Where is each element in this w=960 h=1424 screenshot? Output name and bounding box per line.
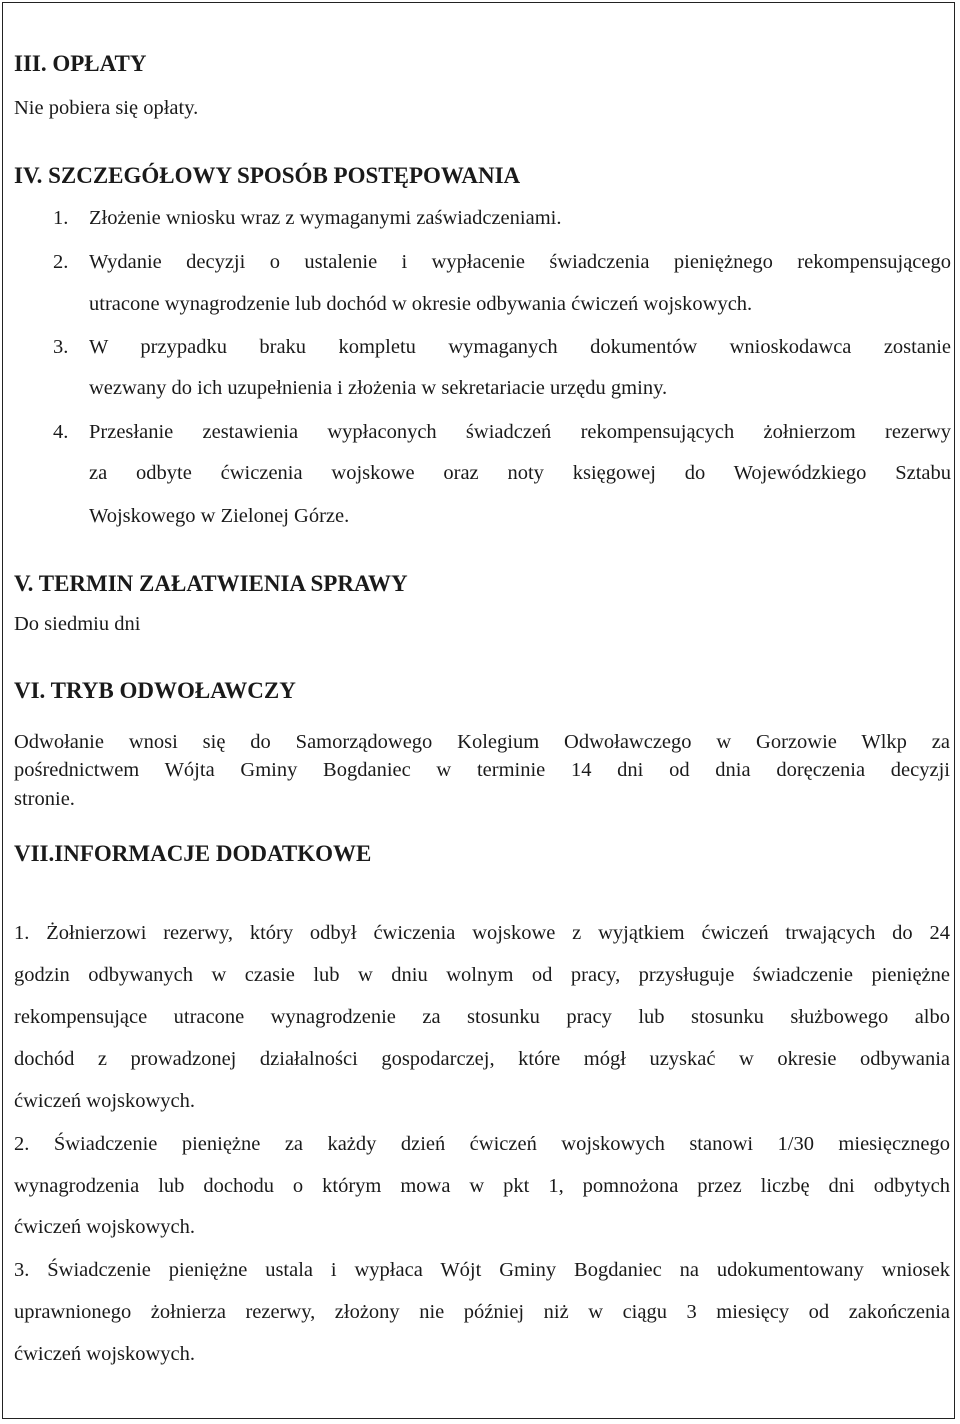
list-item-line: utracone wynagrodzenie lub dochód w okresie odbywania ćwiczeń wojskowych. [89, 293, 753, 315]
paragraph-line: stronie. [14, 788, 75, 810]
list-item-line: Wojskowego w Zielonej Górze. [89, 505, 350, 527]
paragraph-line: dochód z prowadzonej działalności gospodarczej, które mógł uzyskać w okresie odbywania [14, 1048, 950, 1070]
section-4-heading: IV. SZCZEGÓŁOWY SPOSÓB POSTĘPOWANIA [14, 163, 521, 188]
paragraph-line: ćwiczeń wojskowych. [14, 1343, 196, 1365]
paragraph-line: 2. Świadczenie pieniężne za każdy dzień ćwiczeń wojskowych stanowi 1/30 miesięcznego [14, 1133, 950, 1155]
section-7-heading: VII.INFORMACJE DODATKOWE [14, 841, 372, 866]
section-3-heading: III. OPŁATY [14, 51, 147, 76]
section-5-text: Do siedmiu dni [14, 613, 141, 635]
list-item-number: 3. [53, 336, 69, 358]
list-item-line: Wydanie decyzji o ustalenie i wypłacenie świadczenia pieniężnego rekompensującego [89, 251, 951, 273]
paragraph-line: wynagrodzenia lub dochodu o którym mowa w pkt 1, pomnożona przez liczbę dni odbytych [14, 1175, 950, 1197]
paragraph-line: ćwiczeń wojskowych. [14, 1090, 196, 1112]
list-item-number: 4. [53, 421, 69, 443]
paragraph-line: rekompensujące utracone wynagrodzenie za stosunku pracy lub stosunku służbowego albo [14, 1006, 950, 1028]
list-item-line: za odbyte ćwiczenia wojskowe oraz noty księgowej do Wojewódzkiego Sztabu [89, 462, 951, 484]
paragraph-line: ćwiczeń wojskowych. [14, 1216, 196, 1238]
paragraph-line: pośrednictwem Wójta Gminy Bogdaniec w terminie 14 dni od dnia doręczenia decyzji [14, 759, 950, 781]
list-item-number: 2. [53, 251, 69, 273]
paragraph-line: uprawnionego żołnierza rezerwy, złożony nie później niż w ciągu 3 miesięcy od zakończenia [14, 1301, 950, 1323]
paragraph-line: 1. Żołnierzowi rezerwy, który odbył ćwiczenia wojskowe z wyjątkiem ćwiczeń trwających do 24 [14, 922, 950, 944]
list-item-line: W przypadku braku kompletu wymaganych dokumentów wnioskodawca zostanie [89, 336, 951, 358]
section-6-heading: VI. TRYB ODWOŁAWCZY [14, 678, 296, 703]
document-page [2, 2, 955, 1419]
list-item-line: Przesłanie zestawienia wypłaconych świadczeń rekompensujących żołnierzom rezerwy [89, 421, 951, 443]
list-item-number: 1. [53, 207, 69, 229]
section-5-heading: V. TERMIN ZAŁATWIENIA SPRAWY [14, 571, 408, 596]
paragraph-line: 3. Świadczenie pieniężne ustala i wypłaca Wójt Gminy Bogdaniec na udokumentowany wniosek [14, 1259, 950, 1281]
list-item-line: wezwany do ich uzupełnienia i złożenia w sekretariacie urzędu gminy. [89, 377, 668, 399]
list-item-line: Złożenie wniosku wraz z wymaganymi zaświadczeniami. [89, 207, 562, 229]
paragraph-line: godzin odbywanych w czasie lub w dniu wolnym od pracy, przysługuje świadczenie pieniężne [14, 964, 950, 986]
paragraph-line: Odwołanie wnosi się do Samorządowego Kolegium Odwoławczego w Gorzowie Wlkp za [14, 731, 950, 753]
section-3-text: Nie pobiera się opłaty. [14, 97, 199, 119]
